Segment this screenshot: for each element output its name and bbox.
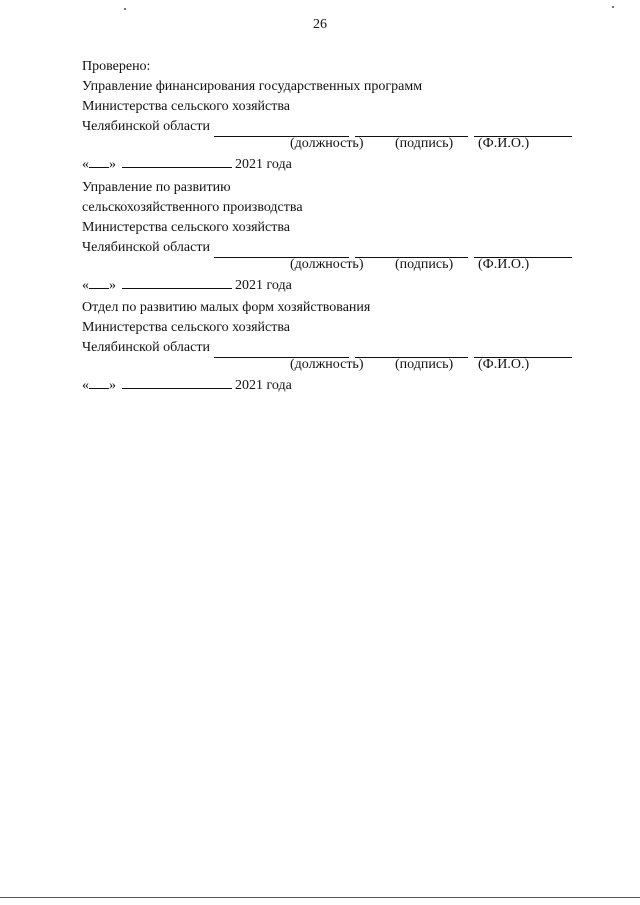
approval-block-small-farms	[82, 298, 582, 394]
page-number: 26	[313, 17, 327, 32]
region-name: Челябинской области	[82, 340, 210, 355]
month-blank[interactable]	[122, 153, 232, 168]
date-row	[82, 274, 582, 294]
caption-position: (должность)	[290, 136, 364, 151]
quote-open: «	[82, 157, 89, 172]
day-blank[interactable]	[89, 153, 109, 168]
caption-position: (должность)	[290, 357, 364, 372]
quote-close: »	[109, 157, 116, 172]
signature-row	[82, 338, 582, 358]
scan-speck	[124, 8, 126, 10]
ministry-name: Министерства сельского хозяйства	[82, 99, 291, 114]
caption-position: (должность)	[290, 257, 364, 272]
caption-fio: (Ф.И.О.)	[478, 136, 530, 151]
caption-signature: (подпись)	[395, 257, 454, 272]
date-year: 2021 года	[235, 157, 292, 172]
quote-close: »	[109, 278, 116, 293]
quote-open: «	[82, 278, 89, 293]
signature-row	[82, 117, 582, 137]
approval-block-financing	[82, 57, 582, 173]
region-name: Челябинской области	[82, 240, 210, 255]
caption-fio: (Ф.И.О.)	[478, 357, 530, 372]
region-name: Челябинской области	[82, 119, 210, 134]
caption-signature: (подпись)	[395, 357, 454, 372]
signature-captions	[82, 135, 582, 153]
date-year: 2021 года	[235, 278, 292, 293]
ministry-name: Министерства сельского хозяйства	[82, 220, 291, 235]
block-heading-checked: Проверено:	[82, 59, 151, 74]
month-blank[interactable]	[122, 274, 232, 289]
page-bottom-edge	[0, 897, 640, 898]
approval-block-agriculture	[82, 178, 582, 294]
caption-fio: (Ф.И.О.)	[478, 257, 530, 272]
signature-captions	[82, 256, 582, 274]
department-name: Отдел по развитию малых форм хозяйствования	[82, 300, 371, 315]
department-name-cont: сельскохозяйственного производства	[82, 200, 303, 215]
signature-captions	[82, 356, 582, 374]
signature-row	[82, 238, 582, 258]
date-year: 2021 года	[235, 378, 292, 393]
caption-signature: (подпись)	[395, 136, 454, 151]
day-blank[interactable]	[89, 274, 109, 289]
month-blank[interactable]	[122, 374, 232, 389]
date-row	[82, 153, 582, 173]
scan-speck	[612, 6, 614, 8]
date-row	[82, 374, 582, 394]
quote-close: »	[109, 378, 116, 393]
day-blank[interactable]	[89, 374, 109, 389]
quote-open: «	[82, 378, 89, 393]
ministry-name: Министерства сельского хозяйства	[82, 320, 291, 335]
department-name: Управление финансирования государственных программ	[82, 79, 423, 94]
department-name: Управление по развитию	[82, 180, 231, 195]
